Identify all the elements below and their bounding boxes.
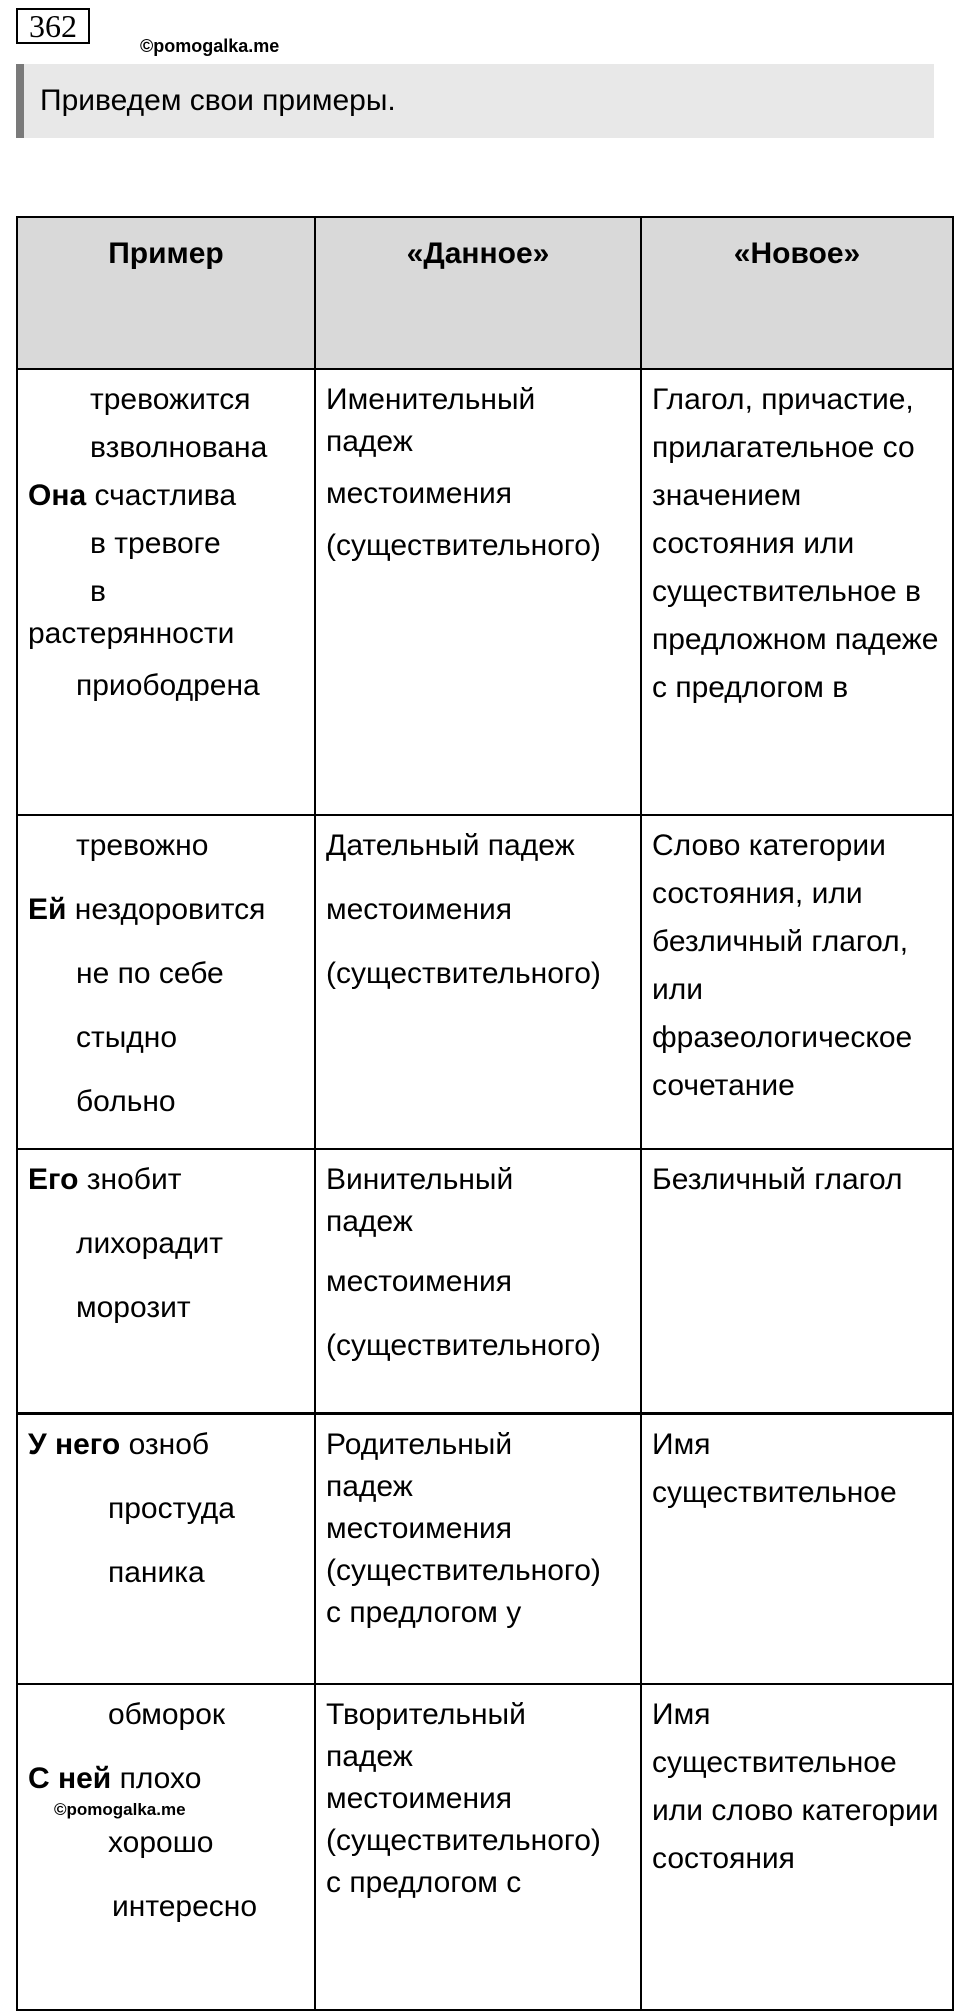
example-word: лихорадит (76, 1227, 223, 1260)
watermark-top: ©pomogalka.me (140, 36, 280, 56)
new-text: Безличный глагол (652, 1163, 903, 1196)
example-word: приободрена (76, 669, 260, 702)
given-line: Творительный (326, 1698, 526, 1731)
given-line: падеж (326, 1740, 413, 1773)
example-word: тревожится (90, 383, 251, 416)
new-cell (641, 815, 953, 1149)
example-cell (17, 1684, 315, 2010)
given-cell (315, 369, 641, 815)
given-line: (существительного) (326, 1554, 601, 1587)
given-line: (существительного) (326, 957, 601, 990)
new-text: Глагол, причастие, прилагательное со значением состояния или существительное в предложном падеже с предлогом в (652, 383, 939, 704)
example-word: нездоровится (74, 893, 266, 926)
example-cell (17, 1414, 315, 1685)
example-word: взволнована (90, 431, 268, 464)
example-word: знобит (86, 1163, 182, 1196)
given-line: Родительный (326, 1428, 513, 1461)
example-word: плохо (119, 1762, 202, 1795)
example-cell (17, 1149, 315, 1414)
example-word: хорошо (108, 1826, 214, 1859)
example-subject: Его (28, 1163, 79, 1196)
given-line: падеж (326, 1205, 413, 1238)
given-cell (315, 1414, 641, 1685)
new-cell (641, 1414, 953, 1685)
example-word: счастлива (94, 479, 237, 512)
given-line: (существительного) (326, 1329, 601, 1362)
table-row (17, 1684, 953, 2010)
header-given: «Данное» (315, 217, 641, 369)
example-subject: У него (28, 1428, 121, 1461)
given-line: (существительного) (326, 529, 601, 562)
given-line: местоимения (326, 893, 513, 926)
header-example: Пример (17, 217, 315, 369)
example-word: морозит (76, 1291, 191, 1324)
example-word: в тревоге (90, 527, 221, 560)
given-line: падеж (326, 425, 413, 458)
given-line: (существительного) (326, 1824, 601, 1857)
example-subject: Ей (28, 893, 67, 926)
example-word: обморок (108, 1698, 226, 1731)
new-cell (641, 369, 953, 815)
example-word: простуда (108, 1492, 235, 1525)
given-cell (315, 1149, 641, 1414)
new-text: Имя существительное или слово категории состояния (652, 1698, 939, 1875)
given-line: Именительный (326, 383, 536, 416)
intro-text: Приведем свои примеры. (16, 64, 934, 138)
example-word: больно (76, 1085, 176, 1118)
given-line: местоимения (326, 1782, 513, 1815)
new-text: Имя существительное (652, 1428, 897, 1509)
watermark-middle: ©pomogalka.me (54, 1800, 186, 1819)
example-word: в (90, 575, 106, 608)
example-cell (17, 815, 315, 1149)
example-word: озноб (128, 1428, 210, 1461)
example-word: интересно (112, 1890, 258, 1923)
given-line: Винительный (326, 1163, 514, 1196)
new-cell (641, 1149, 953, 1414)
example-subject: Она (28, 479, 87, 512)
example-word: паника (108, 1556, 205, 1589)
given-line: Дательный падеж (326, 829, 575, 862)
example-word: тревожно (76, 829, 209, 862)
task-number: 362 (16, 8, 90, 44)
table-row (17, 1149, 953, 1414)
given-line: местоимения (326, 477, 513, 510)
given-line: падеж (326, 1470, 413, 1503)
header-row (17, 217, 953, 369)
table-row (17, 369, 953, 815)
new-text: Слово категории состояния, или безличный глагол, или фразеологическое сочетание (652, 829, 913, 1102)
header-new: «Новое» (641, 217, 953, 369)
table-row (17, 1414, 953, 1685)
given-cell (315, 815, 641, 1149)
given-line: с предлогом с (326, 1866, 522, 1899)
table-row (17, 815, 953, 1149)
given-line: местоимения (326, 1265, 513, 1298)
new-cell (641, 1684, 953, 2010)
given-cell (315, 1684, 641, 2010)
example-cell (17, 369, 315, 815)
examples-table (16, 216, 954, 2011)
given-line: с предлогом у (326, 1596, 522, 1629)
example-word: растерянности (28, 617, 235, 650)
example-word: не по себе (76, 957, 224, 990)
given-line: местоимения (326, 1512, 513, 1545)
example-subject: С ней (28, 1762, 112, 1795)
example-word: стыдно (76, 1021, 178, 1054)
